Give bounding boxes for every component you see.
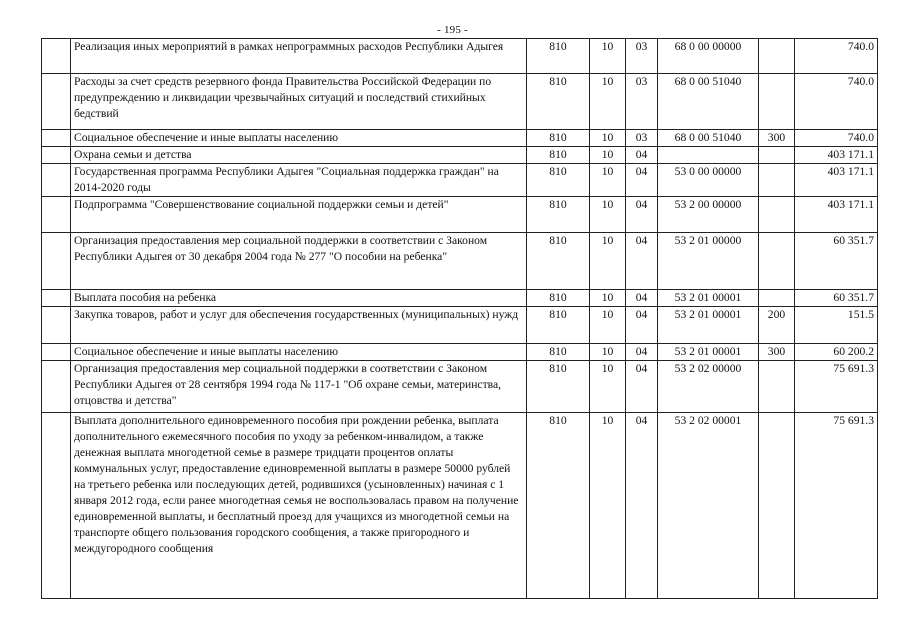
row-number-cell: [42, 290, 71, 307]
row-target-code: 53 2 02 00001: [658, 413, 759, 599]
row-section-code: 10: [590, 74, 626, 130]
row-name: Организация предоставления мер социальной поддержки в соответствии с Законом Республики Адыгея от 28 сентября 1994 года № 117-1 "Об охране семьи, материнства, отцовства и детства": [71, 361, 527, 413]
row-section-code: 10: [590, 290, 626, 307]
row-ministry-code: 810: [527, 413, 590, 599]
row-subsection-code: 03: [626, 130, 658, 147]
row-name: Социальное обеспечение и иные выплаты населению: [71, 130, 527, 147]
row-subsection-code: 04: [626, 413, 658, 599]
row-name: Социальное обеспечение и иные выплаты населению: [71, 344, 527, 361]
row-expense-type: [759, 413, 795, 599]
row-ministry-code: 810: [527, 290, 590, 307]
row-target-code: 53 2 01 00001: [658, 344, 759, 361]
row-ministry-code: 810: [527, 197, 590, 233]
row-subsection-code: 04: [626, 233, 658, 290]
row-name: Закупка товаров, работ и услуг для обеспечения государственных (муниципальных) нужд: [71, 307, 527, 344]
row-amount: 740.0: [795, 130, 878, 147]
row-target-code: 53 2 01 00000: [658, 233, 759, 290]
row-number-cell: [42, 344, 71, 361]
budget-table-body: [42, 39, 878, 599]
row-subsection-code: 04: [626, 197, 658, 233]
row-name: Выплата дополнительного единовременного пособия при рождении ребенка, выплата дополнительного ежемесячного пособия по уходу за ребенком-инвалидом, а также денежная выплата многодетной семье в размере тридцати процентов оплаты коммунальных услуг, предоставление единовременной выплаты в размере 50000 рублей на третьего ребенка или последующих детей, родившихся (усыновленных) начиная с 1 января 2012 года, если ранее многодетная семья не воспользовалась правом на получение единовременной выплаты, и бесплатный проезд для учащихся из многодетной семьи на транспорте общего пользования городского сообщения, а также пригородного и междугородного сообщения: [71, 413, 527, 599]
table-row: [42, 361, 878, 413]
row-expense-type: 300: [759, 344, 795, 361]
row-section-code: 10: [590, 233, 626, 290]
table-row: [42, 413, 878, 599]
row-ministry-code: 810: [527, 147, 590, 164]
row-number-cell: [42, 74, 71, 130]
row-section-code: 10: [590, 307, 626, 344]
row-ministry-code: 810: [527, 361, 590, 413]
row-number-cell: [42, 130, 71, 147]
row-amount: 75 691.3: [795, 361, 878, 413]
row-name: Организация предоставления мер социальной поддержки в соответствии с Законом Республики Адыгея от 30 декабря 2004 года № 277 "О пособии на ребенка": [71, 233, 527, 290]
table-row: [42, 233, 878, 290]
row-amount: 60 200.2: [795, 344, 878, 361]
row-subsection-code: 04: [626, 164, 658, 197]
table-row: [42, 197, 878, 233]
row-expense-type: 300: [759, 130, 795, 147]
row-ministry-code: 810: [527, 130, 590, 147]
row-name: Расходы за счет средств резервного фонда Правительства Российской Федерации по предупреждению и ликвидации чрезвычайных ситуаций и последствий стихийных бедствий: [71, 74, 527, 130]
row-amount: 60 351.7: [795, 233, 878, 290]
row-subsection-code: 04: [626, 147, 658, 164]
row-expense-type: [759, 74, 795, 130]
row-target-code: [658, 147, 759, 164]
table-row: [42, 147, 878, 164]
row-number-cell: [42, 164, 71, 197]
table-row: [42, 307, 878, 344]
row-subsection-code: 04: [626, 344, 658, 361]
row-target-code: 68 0 00 51040: [658, 74, 759, 130]
row-section-code: 10: [590, 130, 626, 147]
row-section-code: 10: [590, 361, 626, 413]
row-section-code: 10: [590, 344, 626, 361]
row-section-code: 10: [590, 147, 626, 164]
table-row: [42, 74, 878, 130]
row-subsection-code: 04: [626, 290, 658, 307]
row-expense-type: [759, 164, 795, 197]
row-expense-type: [759, 290, 795, 307]
row-number-cell: [42, 307, 71, 344]
row-target-code: 68 0 00 00000: [658, 39, 759, 74]
row-amount: 403 171.1: [795, 197, 878, 233]
row-expense-type: [759, 39, 795, 74]
row-section-code: 10: [590, 39, 626, 74]
table-row: [42, 164, 878, 197]
row-amount: 60 351.7: [795, 290, 878, 307]
budget-table: [41, 38, 878, 599]
row-number-cell: [42, 233, 71, 290]
row-target-code: 53 0 00 00000: [658, 164, 759, 197]
row-number-cell: [42, 361, 71, 413]
table-row: [42, 130, 878, 147]
row-amount: 740.0: [795, 74, 878, 130]
row-number-cell: [42, 147, 71, 164]
row-number-cell: [42, 413, 71, 599]
row-ministry-code: 810: [527, 39, 590, 74]
row-target-code: 53 2 01 00001: [658, 307, 759, 344]
row-section-code: 10: [590, 164, 626, 197]
page-number: - 195 -: [437, 24, 468, 36]
row-name: Выплата пособия на ребенка: [71, 290, 527, 307]
row-target-code: 53 2 01 00001: [658, 290, 759, 307]
row-expense-type: 200: [759, 307, 795, 344]
row-subsection-code: 04: [626, 307, 658, 344]
row-name: Реализация иных мероприятий в рамках непрограммных расходов Республики Адыгея: [71, 39, 527, 74]
row-section-code: 10: [590, 413, 626, 599]
row-amount: 75 691.3: [795, 413, 878, 599]
row-subsection-code: 03: [626, 39, 658, 74]
row-name: Охрана семьи и детства: [71, 147, 527, 164]
row-subsection-code: 03: [626, 74, 658, 130]
row-name: Государственная программа Республики Адыгея "Социальная поддержка граждан" на 2014-2020 годы: [71, 164, 527, 197]
row-expense-type: [759, 233, 795, 290]
row-ministry-code: 810: [527, 344, 590, 361]
row-expense-type: [759, 197, 795, 233]
row-target-code: 68 0 00 51040: [658, 130, 759, 147]
row-expense-type: [759, 147, 795, 164]
row-amount: 403 171.1: [795, 147, 878, 164]
row-name: Подпрограмма "Совершенствование социальной поддержки семьи и детей": [71, 197, 527, 233]
row-section-code: 10: [590, 197, 626, 233]
row-ministry-code: 810: [527, 74, 590, 130]
table-row: [42, 39, 878, 74]
table-row: [42, 344, 878, 361]
row-number-cell: [42, 197, 71, 233]
row-amount: 151.5: [795, 307, 878, 344]
row-number-cell: [42, 39, 71, 74]
row-ministry-code: 810: [527, 164, 590, 197]
row-target-code: 53 2 00 00000: [658, 197, 759, 233]
table-row: [42, 290, 878, 307]
row-amount: 740.0: [795, 39, 878, 74]
row-target-code: 53 2 02 00000: [658, 361, 759, 413]
row-ministry-code: 810: [527, 233, 590, 290]
row-ministry-code: 810: [527, 307, 590, 344]
row-subsection-code: 04: [626, 361, 658, 413]
row-expense-type: [759, 361, 795, 413]
row-amount: 403 171.1: [795, 164, 878, 197]
